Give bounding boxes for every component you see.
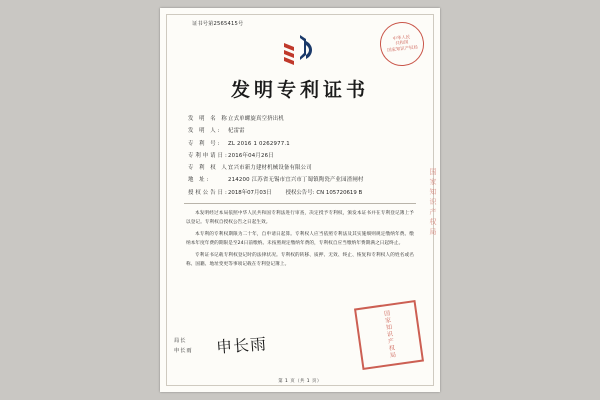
field-value: 杞雷雷 bbox=[228, 128, 245, 135]
field-label: 发 明 人: bbox=[188, 128, 222, 135]
field-row-inventor bbox=[188, 128, 420, 135]
handwritten-signature: 申长雨 bbox=[215, 334, 268, 357]
field-value: 宜兴市新力建材机械设备有限公司 bbox=[228, 165, 312, 171]
body-paragraph-2: 本专利的专利权期限为二十年，自申请日起算。专利权人应当依照专利法及其实施细则规定缴纳年费。缴纳本年度年费的期限是至24日前缴纳。未按照规定缴纳年费的，专利权自应当缴纳年费期满之日起终止。 bbox=[186, 232, 414, 246]
field-row-grant bbox=[188, 190, 420, 197]
grant-number-value: CN 105720619 B bbox=[316, 189, 363, 196]
field-row-patentee bbox=[188, 165, 420, 172]
page-footer: 第 1 页（共 1 页） bbox=[278, 379, 322, 384]
certificate-number: 证书号第2565415号 bbox=[192, 21, 244, 27]
certificate-content bbox=[160, 8, 440, 392]
edge-overlap-seal: 国家知识产权局 bbox=[429, 168, 437, 238]
top-seal-line-1: 中华人民 bbox=[392, 34, 411, 42]
field-label: 发 明 名 称: bbox=[188, 116, 233, 122]
field-value: 立式单螺旋真空挤出机 bbox=[228, 116, 284, 122]
grant-date-label: 授权公告日: bbox=[188, 189, 229, 196]
top-seal-line-3: 国家知识产权局 bbox=[386, 45, 419, 54]
field-label: 专利申请日: bbox=[188, 152, 229, 159]
legal-body-text bbox=[186, 210, 414, 269]
field-label: 地 址: bbox=[188, 177, 211, 184]
body-paragraph-3: 专利证书记载专利权登记时的法律状况。专利权的转移、质押、无效、终止、恢复和专利权人的姓名或名称、国籍、地址变更等事项记载在专利登记簿上。 bbox=[186, 253, 414, 267]
director-name: 申长雨 bbox=[174, 347, 193, 354]
cnipa-emblem-icon bbox=[276, 33, 324, 73]
top-seal-line-2: 共和国 bbox=[395, 40, 409, 47]
official-red-seal-text: 国家知识产权局 bbox=[382, 309, 396, 360]
field-list bbox=[188, 116, 420, 196]
field-row-application-date bbox=[188, 153, 420, 160]
field-row-address bbox=[188, 177, 420, 184]
page-title: 发明专利证书 bbox=[230, 79, 369, 101]
field-value: 2016年04月26日 bbox=[228, 152, 274, 159]
field-value: 214200 江苏省无锡市宜兴市丁蜀镇陶瓷产业园渣闸村 bbox=[228, 177, 364, 184]
official-red-seal bbox=[354, 300, 424, 370]
patent-certificate bbox=[160, 8, 440, 392]
field-value: ZL 2016 1 0262977.1 bbox=[228, 140, 290, 147]
field-label: 专 利 权 人: bbox=[188, 165, 233, 171]
section-divider bbox=[184, 203, 416, 204]
director-label: 局长 bbox=[174, 338, 187, 345]
grant-date-value: 2018年07月03日 bbox=[228, 189, 272, 196]
field-row-patent-number bbox=[188, 141, 420, 148]
field-label: 专 利 号: bbox=[188, 140, 222, 147]
signature-labels bbox=[174, 337, 193, 356]
grant-number-label: 授权公告号: bbox=[285, 189, 315, 196]
field-row-invention-name bbox=[188, 116, 420, 123]
body-paragraph-1: 本发明经过本局依照中华人民共和国专利法进行审查，决定授予专利权，颁发本证书并在专利登记簿上予以登记。专利权自授权公告之日起生效。 bbox=[186, 211, 414, 225]
